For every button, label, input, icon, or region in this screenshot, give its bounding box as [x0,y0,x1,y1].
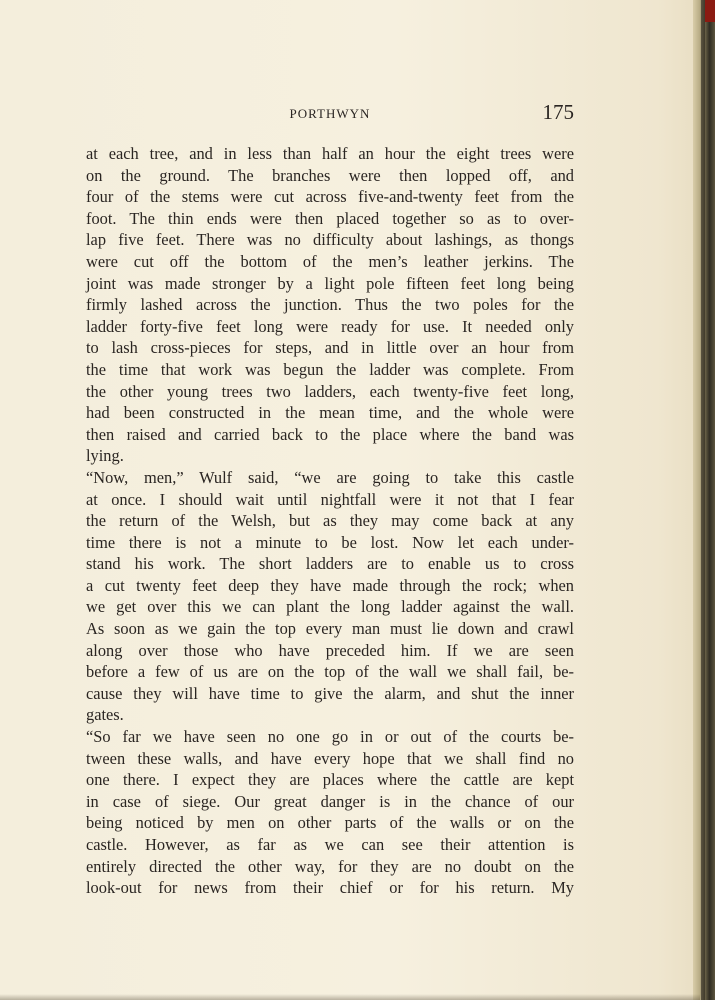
text-line: had been constructed in the mean time, and the whole were [86,403,574,423]
text-line: we get over this we can plant the long ladder against the wall. [86,597,574,617]
text-line: a cut twenty feet deep they have made through the rock; when [86,575,574,595]
text-line: being noticed by men on other parts of the walls or on the [86,813,574,833]
text-line: on the ground. The branches were then lopped off, and [86,165,574,185]
text-line: joint was made stronger by a light pole fifteen feet long being [86,273,574,293]
text-line: lap five feet. There was no difficulty about lashings, as thongs [86,230,574,250]
text-line: the other young trees two ladders, each twenty-five feet long, [86,381,574,401]
spine-edge [701,0,705,1000]
text-line: then raised and carried back to the place where the band was [86,424,574,444]
text-line: castle. However, as far as we can see their attention is [86,835,574,854]
text-line: tween these walls, and have every hope that we shall find no [86,748,574,768]
text-line: lying. [86,446,124,466]
text-line: As soon as we gain the top every man must lie down and crawl [86,619,574,639]
text-line: at each tree, and in less than half an hour the eight trees were [86,144,574,163]
page-number: 175 [542,100,574,124]
text-line: ladder forty-five feet long were ready for use. It needed only [86,316,574,336]
text-line: the time that work was begun the ladder was complete. From [86,359,574,379]
text-line: gates. [86,705,124,725]
text-line: look-out for news from their chief or for his return. My [86,878,574,898]
bookmark-marker [705,0,715,22]
text-line: entirely directed the other way, for they are no doubt on the [86,856,574,876]
text-line: stand his work. The short ladders are to enable us to cross [86,554,574,574]
text-line: foot. The thin ends were then placed together so as to over- [86,208,574,228]
text-line: in case of siege. Our great danger is in the chance of our [86,791,574,811]
text-line: firmly lashed across the junction. Thus the two poles for the [86,295,574,315]
text-line: were cut off the bottom of the men’s leather jerkins. The [86,251,574,271]
text-line: at once. I should wait until nightfall were it not that I fear [86,489,574,509]
text-line: one there. I expect they are places where the cattle are kept [86,770,574,790]
running-head [86,100,574,127]
text-line: “So far we have seen no one go in or out of the courts be- [86,727,574,747]
text-line: time there is not a minute to be lost. Now let each under- [86,532,574,552]
body-text [86,143,574,899]
text-line: cause they will have time to give the alarm, and shut the inner [86,683,574,703]
text-line: along over those who have preceded him. If we are seen [86,640,574,660]
text-line: before a few of us are on the top of the wall we shall fail, be- [86,662,574,682]
text-line: to lash cross-pieces for steps, and in little over an hour from [86,338,574,358]
page-bottom-edge [0,994,700,1000]
text-line: the return of the Welsh, but as they may come back at any [86,511,574,531]
text-line: “Now, men,” Wulf said, “we are going to take this castle [86,467,574,487]
running-title: PORTHWYN [289,106,371,121]
text-line: four of the stems were cut across five-and-twenty feet from the [86,187,574,207]
